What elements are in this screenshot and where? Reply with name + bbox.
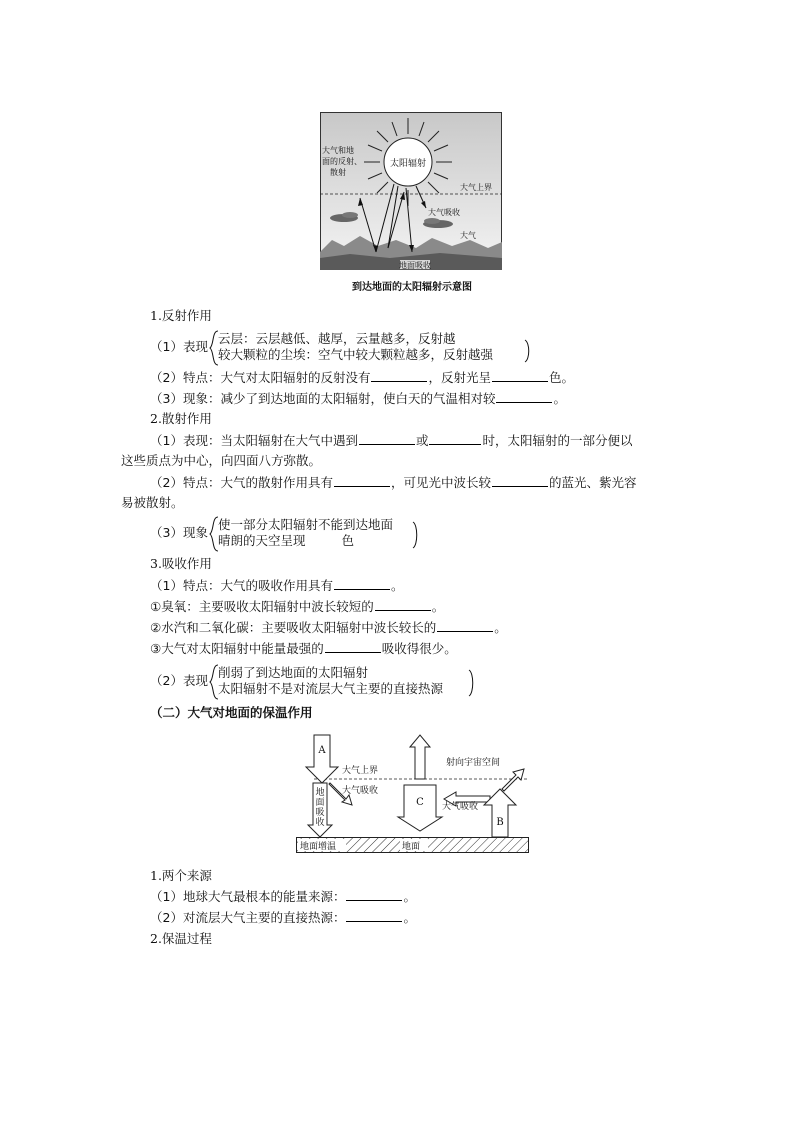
absorption-o3-a: ③大气对太阳辐射中能量最强的 xyxy=(150,641,324,656)
section-sources-title: 1.两个来源 xyxy=(150,868,212,883)
answer-blank[interactable] xyxy=(334,474,390,487)
arrow-c xyxy=(398,785,442,831)
brace-right-1 xyxy=(524,339,532,363)
ground-absorb-label: 地面吸收 xyxy=(399,261,431,270)
answer-blank[interactable] xyxy=(496,390,552,403)
absorption-p1-b: 。 xyxy=(390,578,404,593)
scattering-p2-b: ，可见光中波长较 xyxy=(390,475,491,490)
section-process-title: 2.保温过程 xyxy=(150,931,212,946)
ground-absorb-2: 面 xyxy=(315,798,325,808)
scattering-p1-c: 时，太阳辐射的一部分便以 xyxy=(482,433,633,448)
absorption-p2-line1: 削弱了到达地面的太阳辐射 xyxy=(218,665,369,680)
scattering-p3-line2a: 晴朗的天空呈现 xyxy=(218,533,306,548)
answer-blank[interactable] xyxy=(346,888,402,901)
atmosphere-label: 大气 xyxy=(460,231,476,240)
absorption-strongest xyxy=(150,640,457,658)
brace-right-2 xyxy=(412,521,420,549)
to-space-label: 射向宇宙空间 xyxy=(446,758,501,768)
cloud-left-top xyxy=(342,212,358,218)
answer-blank[interactable] xyxy=(437,619,493,632)
reflection-p2-b: ，反射光呈 xyxy=(428,370,491,385)
reflection-p3-b: 。 xyxy=(553,391,566,406)
scattering-p3-line2b: 色 xyxy=(341,533,355,548)
scattering-p1 xyxy=(150,432,633,450)
arrow-c-label: C xyxy=(416,797,424,808)
reflect-label-2: 面的反射、 xyxy=(322,157,362,166)
reflection-p3 xyxy=(150,390,566,408)
figure1-caption: 到达地面的太阳辐射示意图 xyxy=(352,282,472,293)
ground-absorb-3: 吸 xyxy=(315,808,325,818)
scattering-p2-d: 易被散射。 xyxy=(121,495,184,510)
reflection-p1-label: （1）表现 xyxy=(150,339,208,354)
scattering-p3-line1: 使一部分太阳辐射不能到达地面 xyxy=(218,517,394,532)
answer-blank[interactable] xyxy=(359,432,415,445)
sources-p1 xyxy=(150,888,416,906)
sources-p2-b: 。 xyxy=(403,910,416,925)
absorb-label-1: 大气吸收 xyxy=(342,786,379,796)
scattering-p2-a: （2）特点：大气的散射作用具有 xyxy=(150,475,333,490)
cloud-right-top xyxy=(424,218,440,224)
reflection-p2 xyxy=(150,369,574,387)
sources-p1-a: （1）地球大气最根本的能量来源： xyxy=(150,889,346,904)
scattering-p2 xyxy=(150,474,637,492)
absorption-o1-b: 。 xyxy=(431,599,445,614)
absorption-ozone xyxy=(150,598,444,616)
reflection-p1-line1: 云层：云层越低、越厚，云量越多，反射越 xyxy=(218,331,456,346)
sources-p2 xyxy=(150,909,416,927)
answer-blank[interactable] xyxy=(325,640,381,653)
section-scattering-title: 2.散射作用 xyxy=(150,411,212,426)
answer-blank[interactable] xyxy=(429,432,481,445)
reflection-p1-line2: 较大颗粒的尘埃：空气中较大颗粒越多，反射越强 xyxy=(218,347,494,362)
scattering-p2-c: 的蓝光、紫光容 xyxy=(548,475,637,490)
section-reflection-title: 1.反射作用 xyxy=(150,308,212,323)
greenhouse-svg xyxy=(296,733,530,857)
answer-blank[interactable] xyxy=(375,598,431,611)
reflection-p2-c: 色。 xyxy=(548,370,574,385)
absorption-o2-b: 。 xyxy=(494,620,507,635)
absorb-label: 大气吸收 xyxy=(428,208,460,217)
greenhouse-diagram xyxy=(296,733,530,857)
solar-radiation-diagram xyxy=(320,112,502,270)
reflect-label-3: 散射 xyxy=(330,168,346,177)
arrow-a-label: A xyxy=(318,745,326,756)
answer-blank[interactable] xyxy=(334,577,390,590)
reflect-label-1: 大气和地 xyxy=(322,146,354,155)
absorption-o3-b: 吸收得很少。 xyxy=(381,641,457,656)
sun-label: 太阳辐射 xyxy=(389,159,427,169)
scattering-p1-d: 这些质点为中心，向四面八方弥散。 xyxy=(121,453,322,468)
scattering-p3-line2 xyxy=(218,533,354,548)
absorb-label-2: 大气吸收 xyxy=(442,802,479,812)
reflection-p2-a: （2）特点：大气对太阳辐射的反射没有 xyxy=(150,370,371,385)
answer-blank[interactable] xyxy=(371,369,427,382)
section-insulation-title: （二）大气对地面的保温作用 xyxy=(150,705,313,720)
absorption-water-co2 xyxy=(150,619,507,637)
absorption-p1-a: （1）特点：大气的吸收作用具有 xyxy=(150,578,333,593)
arrow-a xyxy=(306,735,338,783)
absorption-p1 xyxy=(150,577,403,595)
reflection-p3-a: （3）现象：减少了到达地面的太阳辐射，使白天的气温相对较 xyxy=(150,391,496,406)
sources-p1-b: 。 xyxy=(403,889,416,904)
arrow-b-label: B xyxy=(496,817,504,828)
scattering-p1-a: （1）表现：当太阳辐射在大气中遇到 xyxy=(150,433,358,448)
ground-absorb-4: 收 xyxy=(315,818,325,828)
solar-radiation-svg xyxy=(320,112,502,270)
ground-absorb-1: 地 xyxy=(315,788,325,798)
absorption-p2-line2: 太阳辐射不是对流层大气主要的直接热源 xyxy=(218,681,444,696)
upper-boundary-label: 大气上界 xyxy=(342,766,379,776)
sources-p2-a: （2）对流层大气主要的直接热源： xyxy=(150,910,346,925)
brace-right-3 xyxy=(468,669,476,697)
scattering-p1-b: 或 xyxy=(415,433,429,448)
answer-blank[interactable] xyxy=(492,474,548,487)
absorption-o2-a: ②水汽和二氧化碳：主要吸收太阳辐射中波长较长的 xyxy=(150,620,437,635)
ground-label: 地面 xyxy=(402,842,421,852)
answer-blank[interactable] xyxy=(346,909,402,922)
upper-boundary-label: 大气上界 xyxy=(460,183,492,192)
absorption-p2-label: （2）表现 xyxy=(150,673,208,688)
absorption-o1-a: ①臭氧：主要吸收太阳辐射中波长较短的 xyxy=(150,599,374,614)
scattering-p3-label: （3）现象 xyxy=(150,525,208,540)
space-arrow xyxy=(502,769,524,791)
answer-blank[interactable] xyxy=(492,369,548,382)
section-absorption-title: 3.吸收作用 xyxy=(150,556,212,571)
ground-gain-label: 地面增温 xyxy=(300,842,337,852)
arrow-c-up xyxy=(410,735,430,779)
